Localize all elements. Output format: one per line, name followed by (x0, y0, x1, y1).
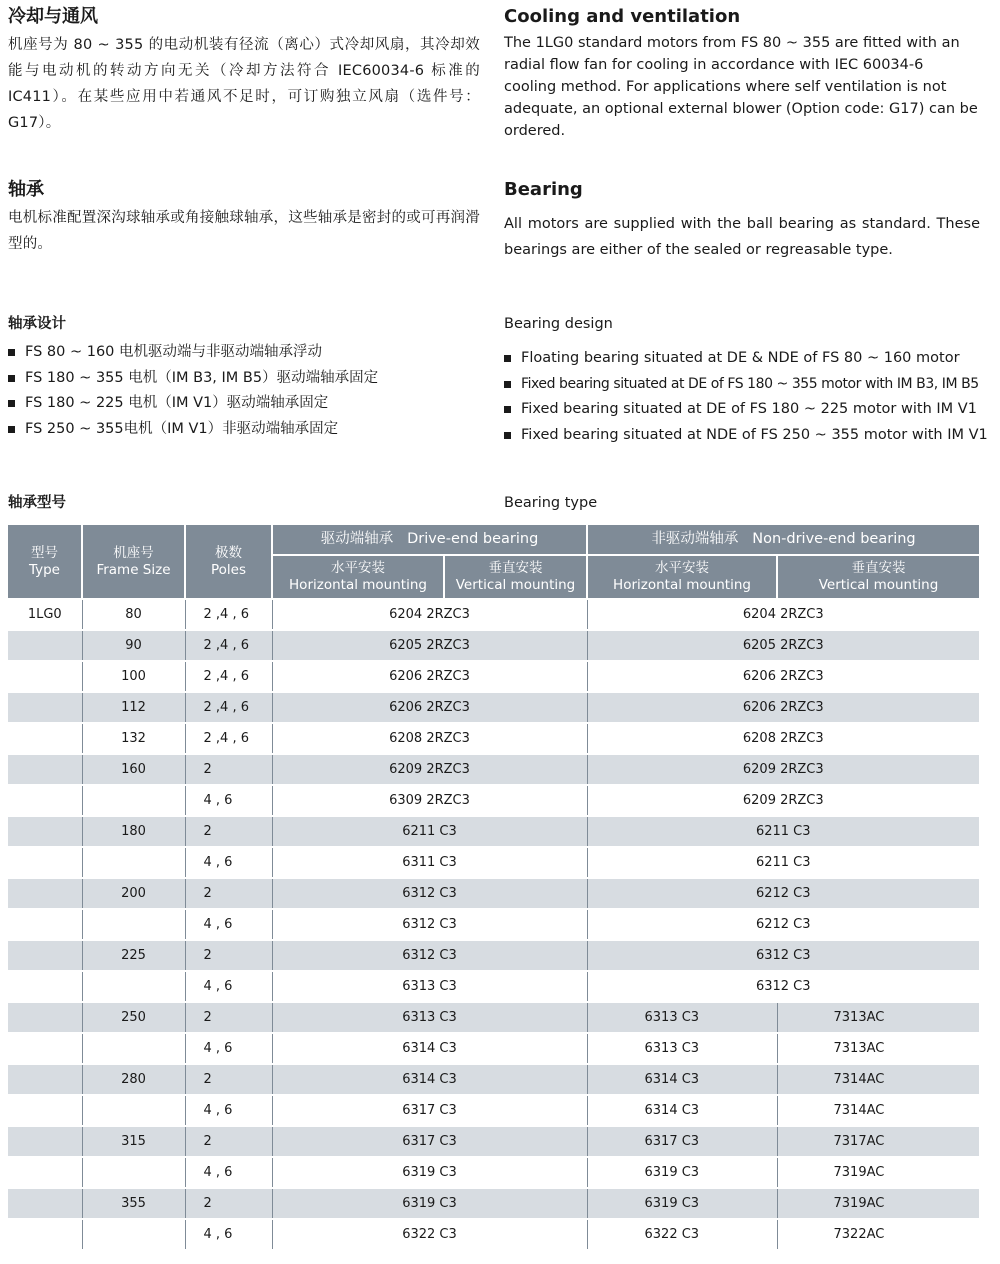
bullet-square-icon (8, 400, 15, 407)
bearing-title-en: Bearing (504, 179, 583, 200)
table-row: 250 2 6313 C3 6313 C3 7313AC (8, 1002, 979, 1033)
bearing-type-table (8, 525, 979, 1251)
bearing-body-en: All motors are supplied with the ball bearing as standard. These bearings are either of the sealed or regreasable type. (504, 216, 980, 258)
table-row: 4 , 6 6319 C3 6319 C3 7319AC (8, 1157, 979, 1188)
bearing-type-title-zh: 轴承型号 (8, 495, 66, 511)
table-row: 180 2 6211 C3 6211 C3 (8, 816, 979, 847)
table-row: 112 2 ,4 , 6 6206 2RZC3 6206 2RZC3 (8, 692, 979, 723)
table-row: 225 2 6312 C3 6312 C3 (8, 940, 979, 971)
cooling-title-zh: 冷却与通风 (8, 6, 98, 27)
table-row: 160 2 6209 2RZC3 6209 2RZC3 (8, 754, 979, 785)
bullet-square-icon (504, 381, 511, 388)
table-row: 355 2 6319 C3 6319 C3 7319AC (8, 1188, 979, 1219)
table-row: 132 2 ,4 , 6 6208 2RZC3 6208 2RZC3 (8, 723, 979, 754)
design-section-en (504, 314, 988, 448)
bullet-square-icon (8, 426, 15, 433)
design-title-zh: 轴承设计 (8, 316, 66, 332)
header-poles: 极数 Poles (185, 525, 272, 599)
header-nde-vertical: 垂直安装 Vertical mounting (777, 555, 979, 599)
design-section-zh (8, 314, 480, 442)
header-drive-end-bearing: 驱动端轴承 Drive-end bearing (272, 525, 587, 555)
list-item: FS 180 ~ 355 电机（IM B3, IM B5）驱动端轴承固定 (8, 366, 480, 392)
table-row: 100 2 ,4 , 6 6206 2RZC3 6206 2RZC3 (8, 661, 979, 692)
table-row: 4 , 6 6313 C3 6312 C3 (8, 971, 979, 1002)
bullet-square-icon (504, 406, 511, 413)
table-row: 4 , 6 6309 2RZC3 6209 2RZC3 (8, 785, 979, 816)
table-row: 4 , 6 6322 C3 6322 C3 7322AC (8, 1219, 979, 1250)
list-item: FS 250 ~ 355电机（IM V1）非驱动端轴承固定 (8, 417, 480, 443)
list-item: Fixed bearing situated at DE of FS 180 ~ 225 motor with IM V1 (504, 397, 980, 423)
design-list-zh (8, 340, 480, 442)
list-item: FS 80 ~ 160 电机驱动端与非驱动端轴承浮动 (8, 340, 480, 366)
header-de-vertical: 垂直安装 Vertical mounting (444, 555, 587, 599)
cooling-body-en: The 1LG0 standard motors from FS 80 ~ 355 are fitted with an radial flow fan for cooling in accordance with IEC 60034-6 cooling method. For applications where self ventilation is not adequate, an optional external blower (Option code: G17) can be ordered. (504, 35, 978, 139)
table-row: 1LG0 80 2 ,4 , 6 6204 2RZC3 6204 2RZC3 (8, 599, 979, 630)
table-row: 315 2 6317 C3 6317 C3 7317AC (8, 1126, 979, 1157)
list-item: FS 180 ~ 225 电机（IM V1）驱动端轴承固定 (8, 391, 480, 417)
table-row: 280 2 6314 C3 6314 C3 7314AC (8, 1064, 979, 1095)
table-row: 4 , 6 6312 C3 6212 C3 (8, 909, 979, 940)
list-item: Floating bearing situated at DE & NDE of FS 80 ~ 160 motor (504, 346, 980, 372)
bearing-body-zh: 电机标准配置深沟球轴承或角接触球轴承，这些轴承是密封的或可再润滑型的。 (8, 210, 480, 252)
cooling-section-zh (8, 6, 480, 136)
header-type: 型号 Type (8, 525, 82, 599)
bearing-title-zh: 轴承 (8, 179, 44, 200)
table-row: 4 , 6 6317 C3 6314 C3 7314AC (8, 1095, 979, 1126)
bearing-type-title-en: Bearing type (504, 495, 598, 511)
design-list-en (504, 346, 988, 448)
cooling-section-en (504, 6, 980, 142)
cooling-body-zh: 机座号为 80 ~ 355 的电动机装有径流（离心）式冷却风扇，其冷却效能与电动机的转动方向无关（冷却方法符合 IEC60034-6 标准的 IC411）。在某些应用中若通风不足时，可订购独立风扇（选件号：G17）。 (8, 37, 480, 131)
header-non-drive-end-bearing: 非驱动端轴承 Non-drive-end bearing (587, 525, 979, 555)
table-row: 4 , 6 6311 C3 6211 C3 (8, 847, 979, 878)
header-frame-size: 机座号 Frame Size (82, 525, 185, 599)
bullet-square-icon (504, 432, 511, 439)
table-row: 90 2 ,4 , 6 6205 2RZC3 6205 2RZC3 (8, 630, 979, 661)
bearing-section-zh (8, 179, 480, 257)
header-nde-horizontal: 水平安装 Horizontal mounting (587, 555, 777, 599)
design-title-en: Bearing design (504, 316, 613, 332)
table-row: 200 2 6312 C3 6212 C3 (8, 878, 979, 909)
header-de-horizontal: 水平安装 Horizontal mounting (272, 555, 444, 599)
bullet-square-icon (504, 355, 511, 362)
cooling-title-en: Cooling and ventilation (504, 6, 741, 27)
bullet-square-icon (8, 349, 15, 356)
table-row: 4 , 6 6314 C3 6313 C3 7313AC (8, 1033, 979, 1064)
list-item: Fixed bearing situated at NDE of FS 250 ~ 355 motor with IM V1 (504, 423, 980, 449)
bearing-section-en (504, 179, 980, 263)
list-item: Fixed bearing situated at DE of FS 180 ~ 355 motor with IM B3, IM B5 (504, 372, 980, 398)
bullet-square-icon (8, 375, 15, 382)
